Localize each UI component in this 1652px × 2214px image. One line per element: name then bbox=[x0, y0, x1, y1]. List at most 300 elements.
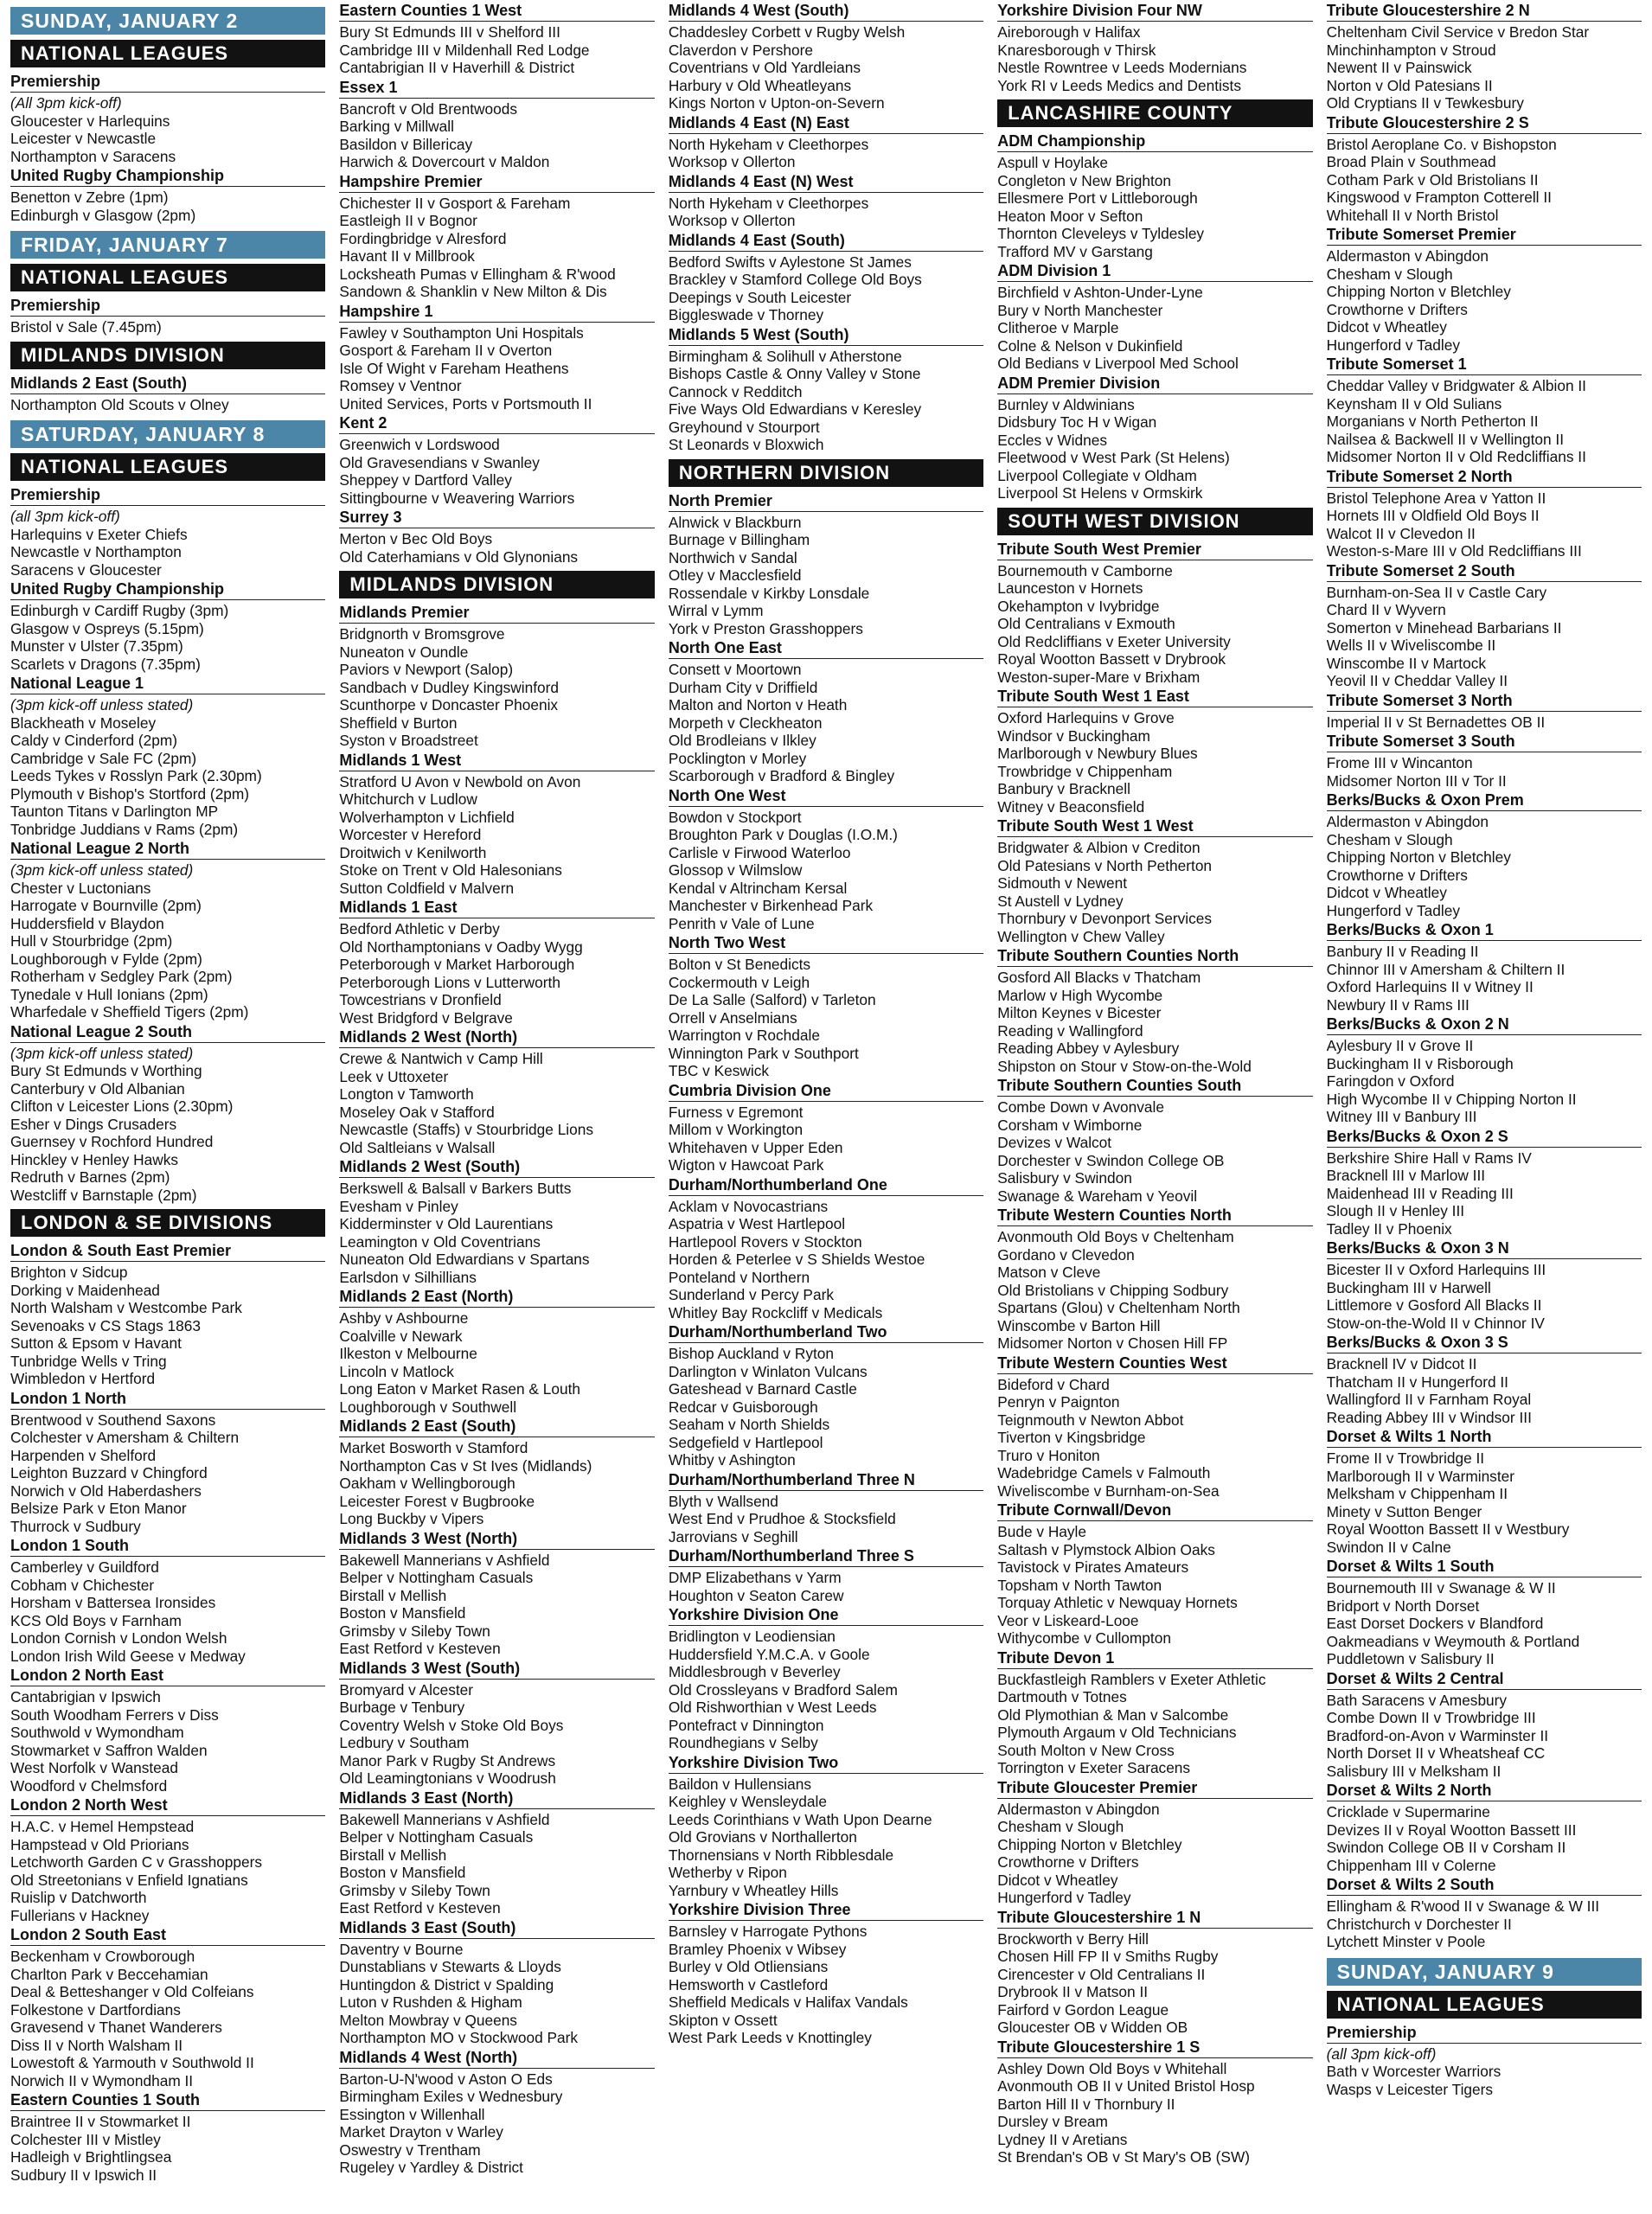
fixture: Thornton Cleveleys v Tyldesley bbox=[997, 225, 1205, 242]
fixture: Reading Abbey III v Windsor III bbox=[1326, 1408, 1532, 1426]
fixture: Hemsworth v Castleford bbox=[668, 1975, 829, 1993]
league-heading: Dorset & Wilts 2 South bbox=[1327, 1876, 1642, 1896]
league-heading: Midlands 2 West (North) bbox=[339, 1028, 654, 1048]
league-heading: Yorkshire Division Two bbox=[669, 1754, 983, 1774]
fixture: Chesham v Slough bbox=[1326, 265, 1453, 283]
fixture: Chinnor III v Amersham & Chiltern II bbox=[1326, 960, 1566, 978]
fixture: Bishop Auckland v Ryton bbox=[668, 1345, 834, 1362]
fixture: Aldermaston v Abingdon bbox=[1326, 813, 1489, 830]
fixture: Bracknell IV v Didcot II bbox=[1326, 1355, 1477, 1373]
fixture: Kings Norton v Upton-on-Severn bbox=[668, 94, 885, 112]
fixture: Bridport v North Dorset bbox=[1326, 1597, 1480, 1615]
fixture: Teignmouth v Newton Abbot bbox=[997, 1411, 1184, 1429]
fixture: Burley v Old Otliensians bbox=[668, 1958, 829, 1975]
league-heading: Tribute Southern Counties North bbox=[997, 947, 1312, 967]
fixture: Deepings v South Leicester bbox=[668, 288, 852, 306]
fixture: Huddersfield v Blaydon bbox=[10, 914, 164, 932]
fixture: Horden & Peterlee v S Shields Westoe bbox=[668, 1251, 925, 1268]
fixture: Acklam v Novocastrians bbox=[668, 1197, 829, 1215]
fixture: Liverpool Collegiate v Oldham bbox=[997, 466, 1197, 484]
fixture: Salisbury v Swindon bbox=[997, 1169, 1132, 1187]
fixture: Broad Plain v Southmead bbox=[1326, 153, 1496, 170]
fixture: Devizes II v Royal Wootton Bassett III bbox=[1326, 1820, 1577, 1839]
fixture: Chipping Norton v Bletchley bbox=[1326, 283, 1511, 300]
fixture: Guernsey v Rochford Hundred bbox=[10, 1133, 214, 1150]
fixture: Redruth v Barnes (2pm) bbox=[10, 1168, 170, 1186]
league-heading: Midlands 4 West (North) bbox=[339, 2049, 654, 2069]
fixture: Nuneaton Old Edwardians v Spartans bbox=[339, 1251, 590, 1268]
fixture: Whitby v Ashington bbox=[668, 1451, 796, 1469]
fixture: Orrell v Anselmians bbox=[668, 1008, 797, 1027]
fixture: Wimbledon v Hertford bbox=[10, 1370, 156, 1387]
fixture: North Hykeham v Cleethorpes bbox=[668, 194, 869, 212]
fixture: South Woodham Ferrers v Diss bbox=[10, 1705, 219, 1724]
fixture: Cannock v Redditch bbox=[668, 382, 803, 400]
fixture: Bath Saracens v Amesbury bbox=[1326, 1691, 1508, 1709]
fixture: Topsham v North Tawton bbox=[997, 1576, 1162, 1594]
league-heading: Berks/Bucks & Oxon 3 S bbox=[1327, 1334, 1642, 1353]
fixture: South Molton v New Cross bbox=[997, 1741, 1175, 1759]
fixture: Thurrock v Sudbury bbox=[10, 1517, 141, 1535]
fixture: Old Patesians v North Petherton bbox=[997, 856, 1213, 874]
fixture: Old Centralians v Exmouth bbox=[997, 615, 1175, 632]
fixture: Lincoln v Matlock bbox=[339, 1362, 454, 1380]
division-banner: LANCASHIRE COUNTY bbox=[997, 99, 1312, 127]
fixture: Consett v Moortown bbox=[668, 661, 802, 678]
fixture: Kidderminster v Old Laurentians bbox=[339, 1215, 554, 1232]
fixture: Wiveliscombe v Burnham-on-Sea bbox=[997, 1481, 1220, 1500]
fixture: Brentwood v Southend Saxons bbox=[10, 1411, 216, 1429]
fixture: Didcot v Wheatley bbox=[1326, 318, 1447, 336]
fixture: Cheltenham Civil Service v Bredon Star bbox=[1326, 23, 1590, 41]
fixture: Launceston v Hornets bbox=[997, 579, 1143, 597]
fixture: Isle Of Wight v Fareham Heathens bbox=[339, 359, 569, 377]
fixture: Bedford Swifts v Aylestone St James bbox=[668, 253, 912, 271]
fixture: Chester v Luctonians bbox=[10, 879, 151, 897]
fixture: Old Grovians v Northallerton bbox=[668, 1828, 857, 1846]
fixture: Stoke on Trent v Old Halesonians bbox=[339, 861, 562, 879]
fixture: Blackheath v Moseley bbox=[10, 713, 157, 732]
fixture: Northampton v Saracens bbox=[10, 147, 176, 165]
league-heading: National League 2 South bbox=[10, 1023, 325, 1043]
league-heading: Durham/Northumberland One bbox=[669, 1176, 983, 1196]
fixture: Fairford v Gordon League bbox=[997, 2000, 1169, 2019]
league-heading: Eastern Counties 1 South bbox=[10, 2091, 325, 2111]
fixture: Windsor v Buckingham bbox=[997, 726, 1150, 745]
fixture: Fordingbridge v Alresford bbox=[339, 229, 507, 247]
fixture: Otley v Macclesfield bbox=[668, 566, 802, 584]
fixture: Bury St Edmunds v Worthing bbox=[10, 1062, 202, 1079]
fixture: Sheffield Medicals v Halifax Vandals bbox=[668, 1993, 908, 2011]
fixture: York v Preston Grasshoppers bbox=[668, 619, 863, 637]
fixture: Darlington v Winlaton Vulcans bbox=[668, 1362, 868, 1380]
league-heading: London 1 South bbox=[10, 1537, 325, 1557]
fixture: Banbury v Bracknell bbox=[997, 780, 1130, 797]
fixture: Torrington v Exeter Saracens bbox=[997, 1759, 1191, 1776]
fixture: Worcester v Hereford bbox=[339, 826, 482, 843]
fixture: Nuneaton v Oundle bbox=[339, 643, 469, 661]
fixture: Hungerford v Tadley bbox=[1326, 336, 1460, 354]
fixture: Millom v Workington bbox=[668, 1121, 804, 1138]
league-heading: United Rugby Championship bbox=[10, 580, 325, 600]
fixture: Burnage v Billingham bbox=[668, 531, 810, 548]
fixture: Burnham-on-Sea II v Castle Cary bbox=[1326, 583, 1547, 601]
league-heading: Tribute Gloucester Premier bbox=[997, 1779, 1312, 1799]
fixture: Scarlets v Dragons (7.35pm) bbox=[10, 655, 201, 673]
league-heading: Berks/Bucks & Oxon 2 S bbox=[1327, 1128, 1642, 1148]
fixture: Barking v Millwall bbox=[339, 118, 454, 135]
fixture: Carlisle v Firwood Waterloo bbox=[668, 843, 851, 861]
league-heading: Midlands 3 East (South) bbox=[339, 1919, 654, 1939]
league-heading: Yorkshire Division Four NW bbox=[997, 2, 1312, 22]
fixture: Letchworth Garden C v Grasshoppers bbox=[10, 1853, 263, 1871]
fixture: Whitchurch v Ludlow bbox=[339, 790, 477, 808]
fixture: Keighley v Wensleydale bbox=[668, 1793, 827, 1810]
fixture: Colchester III v Mistley bbox=[10, 2130, 161, 2148]
fixture: Aldermaston v Abingdon bbox=[997, 1800, 1160, 1818]
fixture: Didsbury Toc H v Wigan bbox=[997, 413, 1157, 431]
fixture: Witney v Beaconsfield bbox=[997, 797, 1145, 816]
fixture: Leighton Buzzard v Chingford bbox=[10, 1464, 208, 1481]
fixture: Old Plymothian & Man v Salcombe bbox=[997, 1705, 1229, 1724]
fixture: Grimsby v Sileby Town bbox=[339, 1881, 490, 1899]
fixture: Middlesbrough v Beverley bbox=[668, 1663, 841, 1680]
fixture: Malton and Norton v Heath bbox=[668, 696, 848, 713]
fixture: Norton v Old Patesians II bbox=[1326, 76, 1493, 94]
fixture: Keynsham II v Old Sulians bbox=[1326, 394, 1502, 413]
fixture: Greenwich v Lordswood bbox=[339, 436, 500, 453]
fixture: Manor Park v Rugby St Andrews bbox=[339, 1751, 556, 1769]
fixture: Tadley II v Phoenix bbox=[1326, 1219, 1452, 1238]
fixture: Salisbury III v Melksham II bbox=[1326, 1762, 1502, 1780]
fixture: Bedford Athletic v Derby bbox=[339, 920, 500, 937]
league-heading: Midlands 3 East (North) bbox=[339, 1789, 654, 1809]
fixture: De La Salle (Salford) v Tarleton bbox=[668, 991, 876, 1008]
fixture: Colne & Nelson v Dukinfield bbox=[997, 336, 1183, 355]
fixture: Yeovil II v Cheddar Valley II bbox=[1326, 672, 1508, 689]
fixture: Furness v Egremont bbox=[668, 1103, 804, 1121]
fixture: Alnwick v Blackburn bbox=[668, 513, 802, 531]
fixture: Belper v Nottingham Casuals bbox=[339, 1828, 534, 1846]
fixture: Bridlington v Leodiensian bbox=[668, 1628, 836, 1645]
league-heading: Tribute Somerset 2 South bbox=[1327, 562, 1642, 582]
kickoff-note: (3pm kick-off unless stated) bbox=[10, 861, 194, 879]
fixture: TBC v Keswick bbox=[668, 1062, 769, 1079]
league-heading: Berks/Bucks & Oxon Prem bbox=[1327, 791, 1642, 811]
fixture: Sheppey v Dartford Valley bbox=[339, 471, 512, 489]
fixture: Rossendale v Kirkby Lonsdale bbox=[668, 584, 870, 602]
fixture: Old Cryptians II v Tewkesbury bbox=[1326, 94, 1524, 112]
fixture: Ellingham & R'wood II v Swanage & W III bbox=[1326, 1897, 1600, 1915]
fixture: Towcestrians v Dronfield bbox=[339, 991, 502, 1008]
fixture: Ponteland v Northern bbox=[668, 1268, 810, 1286]
fixture: Leamington v Old Coventrians bbox=[339, 1232, 541, 1251]
fixture: Bolton v St Benedicts bbox=[668, 956, 811, 973]
column-5 bbox=[1320, 0, 1649, 2214]
fixture: Faringdon v Oxford bbox=[1326, 1072, 1455, 1090]
fixture: West Norfolk v Wanstead bbox=[10, 1759, 179, 1776]
fixture: Cheddar Valley v Bridgwater & Albion II bbox=[1326, 377, 1586, 394]
fixture: Glasgow v Ospreys (5.15pm) bbox=[10, 619, 204, 637]
fixture: Brackley v Stamford College Old Boys bbox=[668, 271, 922, 288]
fixture: Belper v Nottingham Casuals bbox=[339, 1569, 534, 1586]
fixture: Combe Down v Avonvale bbox=[997, 1098, 1164, 1116]
fixture: Dorking v Maidenhead bbox=[10, 1281, 160, 1299]
league-heading: North One West bbox=[669, 787, 983, 807]
league-heading: Dorset & Wilts 1 North bbox=[1327, 1428, 1642, 1448]
fixture: Wallingford II v Farnham Royal bbox=[1326, 1391, 1532, 1408]
fixture: Sidmouth v Newent bbox=[997, 874, 1128, 892]
league-heading: ADM Championship bbox=[997, 132, 1312, 152]
fixture: Didcot v Wheatley bbox=[1326, 884, 1447, 901]
fixture: Fullerians v Hackney bbox=[10, 1906, 150, 1924]
league-heading: Durham/Northumberland Three N bbox=[669, 1471, 983, 1491]
fixture: Birstall v Mellish bbox=[339, 1846, 447, 1864]
league-heading: Kent 2 bbox=[339, 414, 654, 434]
league-heading: Midlands 2 West (South) bbox=[339, 1158, 654, 1178]
division-banner: LONDON & SE DIVISIONS bbox=[10, 1209, 325, 1237]
league-heading: Midlands 3 West (South) bbox=[339, 1660, 654, 1680]
fixture: Scarborough v Bradford & Bingley bbox=[668, 767, 895, 784]
fixture: Spartans (Glou) v Cheltenham North bbox=[997, 1299, 1240, 1316]
fixture: Cobham v Chichester bbox=[10, 1576, 155, 1594]
date-banner: FRIDAY, JANUARY 7 bbox=[10, 231, 325, 259]
fixture: Fleetwood v West Park (St Helens) bbox=[997, 449, 1230, 466]
fixture: Oakham v Wellingborough bbox=[339, 1475, 515, 1492]
league-heading: Midlands 4 East (N) East bbox=[669, 114, 983, 134]
fixture: Bournemouth v Camborne bbox=[997, 561, 1173, 579]
fixture: Aireborough v Halifax bbox=[997, 23, 1141, 41]
fixture: Winscombe v Barton Hill bbox=[997, 1316, 1161, 1334]
fixture: Boston v Mansfield bbox=[339, 1604, 466, 1622]
fixture: Bancroft v Old Brentwoods bbox=[339, 99, 517, 118]
fixture: Gravesend v Thanet Wanderers bbox=[10, 2019, 222, 2036]
fixture: Burnley v Aldwinians bbox=[997, 395, 1135, 413]
league-heading: Tribute Somerset 1 bbox=[1327, 355, 1642, 375]
fixture: Whitehall II v North Bristol bbox=[1326, 206, 1499, 224]
fixture: KCS Old Boys v Farnham bbox=[10, 1611, 182, 1629]
fixture: Horsham v Battersea Ironsides bbox=[10, 1594, 216, 1611]
league-heading: Tribute Gloucestershire 1 N bbox=[997, 1909, 1312, 1929]
league-heading: Premiership bbox=[10, 297, 325, 317]
league-heading: Midlands 1 East bbox=[339, 899, 654, 918]
fixture: Crowthorne v Drifters bbox=[1326, 866, 1468, 884]
fixture: Morganians v North Petherton II bbox=[1326, 413, 1539, 430]
fixture: Houghton v Seaton Carew bbox=[668, 1586, 844, 1604]
fixture: Glossop v Wilmslow bbox=[668, 861, 803, 879]
league-heading: Midlands 2 East (South) bbox=[10, 374, 325, 394]
league-heading: Hampshire Premier bbox=[339, 173, 654, 193]
fixture: Birmingham & Solihull v Atherstone bbox=[668, 347, 902, 365]
fixture: Greyhound v Stourport bbox=[668, 418, 820, 436]
fixture: Huntingdon & District v Spalding bbox=[339, 1975, 554, 1993]
fixture: Lydney II v Aretians bbox=[997, 2130, 1128, 2148]
fixture: St Leonards v Bloxwich bbox=[668, 436, 824, 453]
league-heading: Tribute Somerset 3 North bbox=[1327, 692, 1642, 712]
league-heading: Durham/Northumberland Two bbox=[669, 1323, 983, 1343]
fixture: Beckenham v Crowborough bbox=[10, 1948, 195, 1965]
fixture: Wells II v Wiveliscombe II bbox=[1326, 637, 1496, 654]
fixture: Milton Keynes v Bicester bbox=[997, 1004, 1162, 1021]
fixture: Moseley Oak v Stafford bbox=[339, 1103, 495, 1121]
fixture: Claverdon v Pershore bbox=[668, 41, 813, 59]
fixture: East Retford v Kesteven bbox=[339, 1899, 501, 1916]
league-heading: Tribute Western Counties West bbox=[997, 1354, 1312, 1374]
fixture: Plymouth Argaum v Old Technicians bbox=[997, 1724, 1237, 1741]
fixture: Old Bristolians v Chipping Sodbury bbox=[997, 1281, 1229, 1299]
fixture: Penryn v Paignton bbox=[997, 1393, 1120, 1411]
league-heading: Midlands 4 West (South) bbox=[669, 2, 983, 22]
fixture: Locksheath Pumas v Ellingham & R'wood bbox=[339, 265, 616, 283]
league-heading: London & South East Premier bbox=[10, 1242, 325, 1262]
fixture: Sandown & Shanklin v New Milton & Dis bbox=[339, 283, 607, 300]
fixture: Ashby v Ashbourne bbox=[339, 1309, 469, 1327]
date-banner: SUNDAY, JANUARY 2 bbox=[10, 7, 325, 35]
fixture: Chard II v Wyvern bbox=[1326, 601, 1446, 618]
league-heading: Tribute Southern Counties South bbox=[997, 1077, 1312, 1097]
league-heading: Tribute Cornwall/Devon bbox=[997, 1501, 1312, 1521]
fixture: Tunbridge Wells v Tring bbox=[10, 1352, 167, 1370]
fixture: Leek v Uttoxeter bbox=[339, 1067, 449, 1085]
fixture: Okehampton v Ivybridge bbox=[997, 597, 1160, 615]
fixture: Bowdon v Stockport bbox=[668, 808, 802, 826]
fixture: Minety v Sutton Benger bbox=[1326, 1502, 1482, 1520]
fixture: North Dorset II v Wheatsheaf CC bbox=[1326, 1744, 1546, 1762]
fixture: Baildon v Hullensians bbox=[668, 1775, 812, 1793]
fixture: Wirral v Lymm bbox=[668, 602, 764, 619]
fixture: Reading Abbey v Aylesbury bbox=[997, 1040, 1180, 1057]
fixture: Crewe & Nantwich v Camp Hill bbox=[339, 1050, 543, 1067]
fixture: Avonmouth Old Boys v Cheltenham bbox=[997, 1228, 1234, 1245]
fixture: Bracknell III v Marlow III bbox=[1326, 1167, 1486, 1184]
fixture: Ellesmere Port v Littleborough bbox=[997, 189, 1198, 207]
fixture: Liverpool St Helens v Ormskirk bbox=[997, 484, 1203, 502]
fixture: Swanage & Wareham v Yeovil bbox=[997, 1187, 1198, 1205]
fixture: Oxford Harlequins v Grove bbox=[997, 709, 1175, 726]
fixture: Sudbury II v Ipswich II bbox=[10, 2166, 157, 2184]
fixture: Minchinhampton v Stroud bbox=[1326, 41, 1496, 59]
fixture: Reading v Wallingford bbox=[997, 1021, 1143, 1040]
fixture: Brighton v Sidcup bbox=[10, 1264, 128, 1281]
fixture: Old Brodleians v Ilkley bbox=[668, 732, 816, 749]
division-banner: NATIONAL LEAGUES bbox=[10, 264, 325, 291]
league-heading: Yorkshire Division One bbox=[669, 1606, 983, 1626]
fixture: Braintree II v Stowmarket II bbox=[10, 2113, 191, 2130]
league-heading: Dorset & Wilts 2 Central bbox=[1327, 1670, 1642, 1690]
fixture: Bury v North Manchester bbox=[997, 301, 1163, 319]
fixture: Southwold v Wymondham bbox=[10, 1724, 184, 1741]
fixture: Royal Wootton Bassett v Drybrook bbox=[997, 650, 1226, 668]
fixture: Manchester v Birkenhead Park bbox=[668, 897, 874, 914]
fixture: Cambridge v Sale FC (2pm) bbox=[10, 749, 197, 767]
fixture: Cricklade v Supermarine bbox=[1326, 1803, 1490, 1820]
division-banner: NATIONAL LEAGUES bbox=[10, 40, 325, 67]
fixture: Dursley v Bream bbox=[997, 2113, 1108, 2130]
fixture: Five Ways Old Edwardians v Keresley bbox=[668, 400, 922, 418]
fixture: Chipping Norton v Bletchley bbox=[1326, 848, 1511, 866]
league-heading: Cumbria Division One bbox=[669, 1082, 983, 1102]
fixture: Diss II v North Walsham II bbox=[10, 2036, 183, 2054]
fixture: Leeds Corinthians v Wath Upon Dearne bbox=[668, 1810, 932, 1828]
fixture: Wolverhampton v Lichfield bbox=[339, 808, 515, 826]
fixture: Aspatria v West Hartlepool bbox=[668, 1215, 846, 1232]
league-heading: Eastern Counties 1 West bbox=[339, 2, 654, 22]
league-heading: Tribute Western Counties North bbox=[997, 1206, 1312, 1226]
fixture: Cotham Park v Old Bristolians II bbox=[1326, 170, 1539, 189]
fixture: Rugeley v Yardley & District bbox=[339, 2159, 523, 2176]
division-banner: SOUTH WEST DIVISION bbox=[997, 508, 1312, 535]
fixture: Yarnbury v Wheatley Hills bbox=[668, 1881, 839, 1899]
fixture: Folkestone v Dartfordians bbox=[10, 2000, 181, 2019]
fixture: Broughton Park v Douglas (I.O.M.) bbox=[668, 826, 898, 843]
league-heading: Tribute Somerset 2 North bbox=[1327, 468, 1642, 488]
fixture: Hadleigh v Brightlingsea bbox=[10, 2148, 172, 2166]
fixture: Durham City v Driffield bbox=[668, 678, 818, 696]
fixture: Sandbach v Dudley Kingswinford bbox=[339, 678, 560, 696]
fixture: Dorchester v Swindon College OB bbox=[997, 1151, 1225, 1169]
kickoff-note: (3pm kick-off unless stated) bbox=[10, 696, 194, 713]
fixture: Worksop v Ollerton bbox=[668, 153, 796, 170]
fixture: Rotherham v Sedgley Park (2pm) bbox=[10, 968, 233, 985]
league-heading: Tribute Gloucestershire 2 N bbox=[1327, 2, 1642, 22]
fixture: Crowthorne v Drifters bbox=[1326, 300, 1468, 318]
fixture: Luton v Rushden & Higham bbox=[339, 1993, 522, 2011]
fixture: Marlborough II v Warminster bbox=[1326, 1467, 1514, 1485]
league-heading: Dorset & Wilts 1 South bbox=[1327, 1558, 1642, 1577]
fixture: Sutton & Epsom v Havant bbox=[10, 1334, 182, 1352]
fixture: Earlsdon v Silhillians bbox=[339, 1268, 477, 1286]
fixture: Romsey v Ventnor bbox=[339, 377, 462, 394]
fixture: Banbury II v Reading II bbox=[1326, 943, 1479, 960]
fixture: Bristol v Sale (7.45pm) bbox=[10, 318, 162, 336]
fixture: Lytchett Minster v Poole bbox=[1326, 1933, 1486, 1950]
fixture: Merton v Bec Old Boys bbox=[339, 530, 493, 547]
fixture: Droitwich v Kenilworth bbox=[339, 843, 487, 861]
fixture: Gloucester v Harlequins bbox=[10, 112, 170, 130]
fixture: Skipton v Ossett bbox=[668, 2011, 778, 2029]
fixture: Sedgefield v Hartlepool bbox=[668, 1433, 823, 1451]
fixture: York RI v Leeds Medics and Dentists bbox=[997, 76, 1241, 94]
fixture: Hungerford v Tadley bbox=[997, 1889, 1131, 1906]
fixture: Whitley Bay Rockcliff v Medicals bbox=[668, 1303, 883, 1321]
fixture: Eccles v Widnes bbox=[997, 431, 1107, 449]
fixture: United Services, Ports v Portsmouth II bbox=[339, 394, 592, 413]
fixture: Loughborough v Southwell bbox=[339, 1398, 517, 1416]
fixture: Clifton v Leicester Lions (2.30pm) bbox=[10, 1097, 234, 1115]
fixture: Saracens v Gloucester bbox=[10, 560, 162, 579]
league-heading: Tribute South West 1 East bbox=[997, 688, 1312, 707]
fixture: Chaddesley Corbett v Rugby Welsh bbox=[668, 23, 906, 41]
fixture: Bramley Phoenix v Wibsey bbox=[668, 1940, 847, 1958]
fixture: Birstall v Mellish bbox=[339, 1586, 447, 1604]
kickoff-note: (3pm kick-off unless stated) bbox=[10, 1044, 194, 1062]
fixture: Chichester II v Gosport & Fareham bbox=[339, 194, 571, 212]
fixture: Royal Wootton Bassett II v Westbury bbox=[1326, 1520, 1570, 1538]
fixture: Swindon College OB II v Corsham II bbox=[1326, 1839, 1566, 1856]
league-heading: Surrey 3 bbox=[339, 509, 654, 528]
fixture: Northwich v Sandal bbox=[668, 548, 797, 566]
fixture: Edinburgh v Cardiff Rugby (3pm) bbox=[10, 602, 229, 619]
fixture: Trafford MV v Garstang bbox=[997, 242, 1153, 260]
fixture: Sittingbourne v Weavering Warriors bbox=[339, 489, 575, 507]
fixture: Pontefract v Dinnington bbox=[668, 1716, 824, 1734]
fixture: Weston-super-Mare v Brixham bbox=[997, 668, 1201, 686]
fixture: Nestle Rowntree v Leeds Modernians bbox=[997, 59, 1247, 76]
league-heading: London 2 South East bbox=[10, 1926, 325, 1946]
fixture: West Bridgford v Belgrave bbox=[339, 1008, 513, 1027]
fixture: Seaham v North Shields bbox=[668, 1416, 830, 1433]
fixture: Pocklington v Morley bbox=[668, 749, 807, 767]
